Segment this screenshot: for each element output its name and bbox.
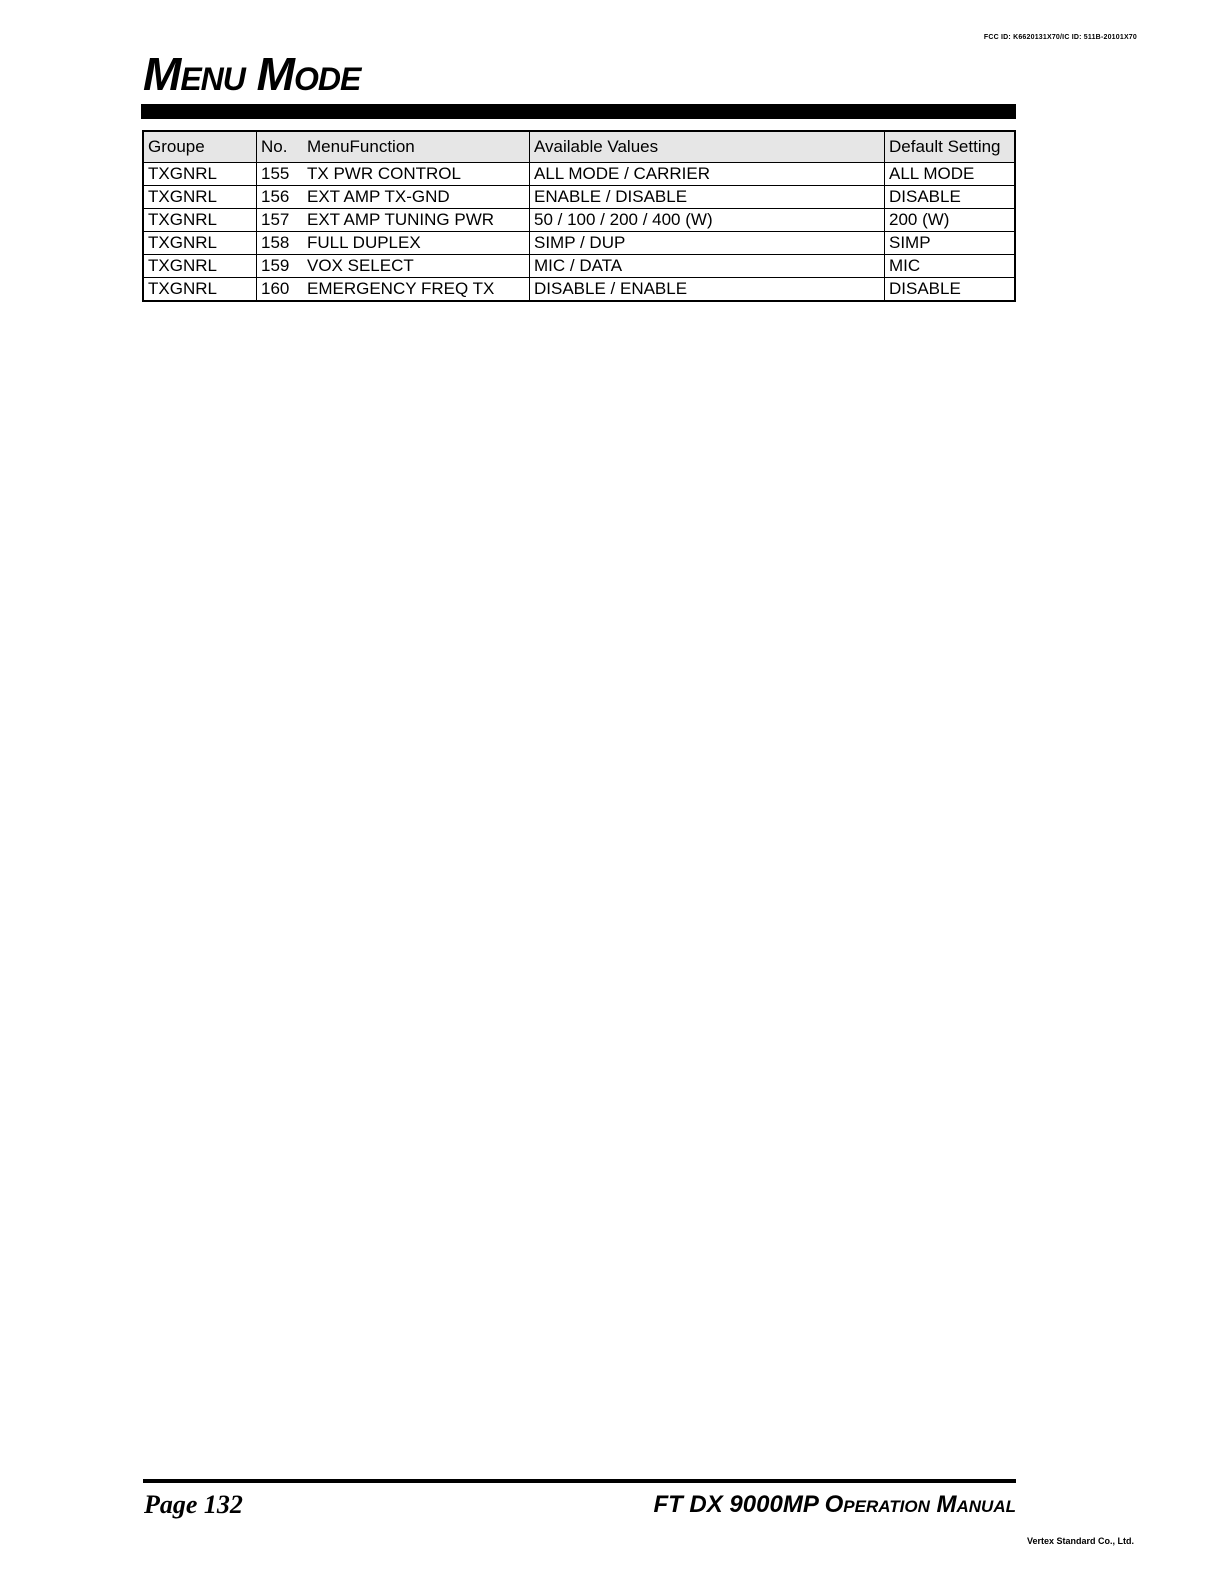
menu-table (142, 130, 1016, 302)
cell-function: EMERGENCY FREQ TX (303, 278, 530, 302)
cell-default: 200 (W) (885, 209, 1016, 232)
cell-default: ALL MODE (885, 163, 1016, 186)
table-row (143, 255, 1015, 278)
cell-values: 50 / 100 / 200 / 400 (W) (530, 209, 885, 232)
cell-function: FULL DUPLEX (303, 232, 530, 255)
cell-group: TXGNRL (143, 232, 257, 255)
company-name: Vertex Standard Co., Ltd. (1026, 1536, 1134, 1546)
table-row (143, 186, 1015, 209)
cell-default: MIC (885, 255, 1016, 278)
cell-no: 157 (257, 209, 304, 232)
cell-group: TXGNRL (143, 163, 257, 186)
cell-no: 158 (257, 232, 304, 255)
cell-function: EXT AMP TX-GND (303, 186, 530, 209)
column-header-no: No. (257, 131, 304, 163)
cell-default: SIMP (885, 232, 1016, 255)
column-header-group: Groupe (143, 131, 257, 163)
table-row (143, 232, 1015, 255)
table-row (143, 278, 1015, 302)
cell-no: 160 (257, 278, 304, 302)
column-header-function: MenuFunction (303, 131, 530, 163)
cell-default: DISABLE (885, 186, 1016, 209)
column-header-default: Default Setting (885, 131, 1016, 163)
table-row (143, 209, 1015, 232)
cell-function: EXT AMP TUNING PWR (303, 209, 530, 232)
fcc-id-text: FCC ID: K6620131X70/IC ID: 511B-20101X70 (983, 34, 1137, 41)
cell-function: VOX SELECT (303, 255, 530, 278)
cell-group: TXGNRL (143, 209, 257, 232)
cell-group: TXGNRL (143, 186, 257, 209)
cell-no: 156 (257, 186, 304, 209)
cell-function: TX PWR CONTROL (303, 163, 530, 186)
title-rule (141, 104, 1016, 119)
table-header-row (143, 131, 1015, 163)
cell-values: ENABLE / DISABLE (530, 186, 885, 209)
column-header-values: Available Values (530, 131, 885, 163)
cell-no: 155 (257, 163, 304, 186)
manual-title: FT DX 9000MP Operation Manual (653, 1491, 1016, 1518)
cell-no: 159 (257, 255, 304, 278)
cell-values: SIMP / DUP (530, 232, 885, 255)
cell-values: MIC / DATA (530, 255, 885, 278)
cell-values: DISABLE / ENABLE (530, 278, 885, 302)
table-row (143, 163, 1015, 186)
footer-rule (143, 1479, 1016, 1483)
cell-group: TXGNRL (143, 255, 257, 278)
page-number: Page 132 (144, 1490, 243, 1519)
cell-group: TXGNRL (143, 278, 257, 302)
cell-values: ALL MODE / CARRIER (530, 163, 885, 186)
cell-default: DISABLE (885, 278, 1016, 302)
page-title: Menu Mode (143, 48, 361, 100)
